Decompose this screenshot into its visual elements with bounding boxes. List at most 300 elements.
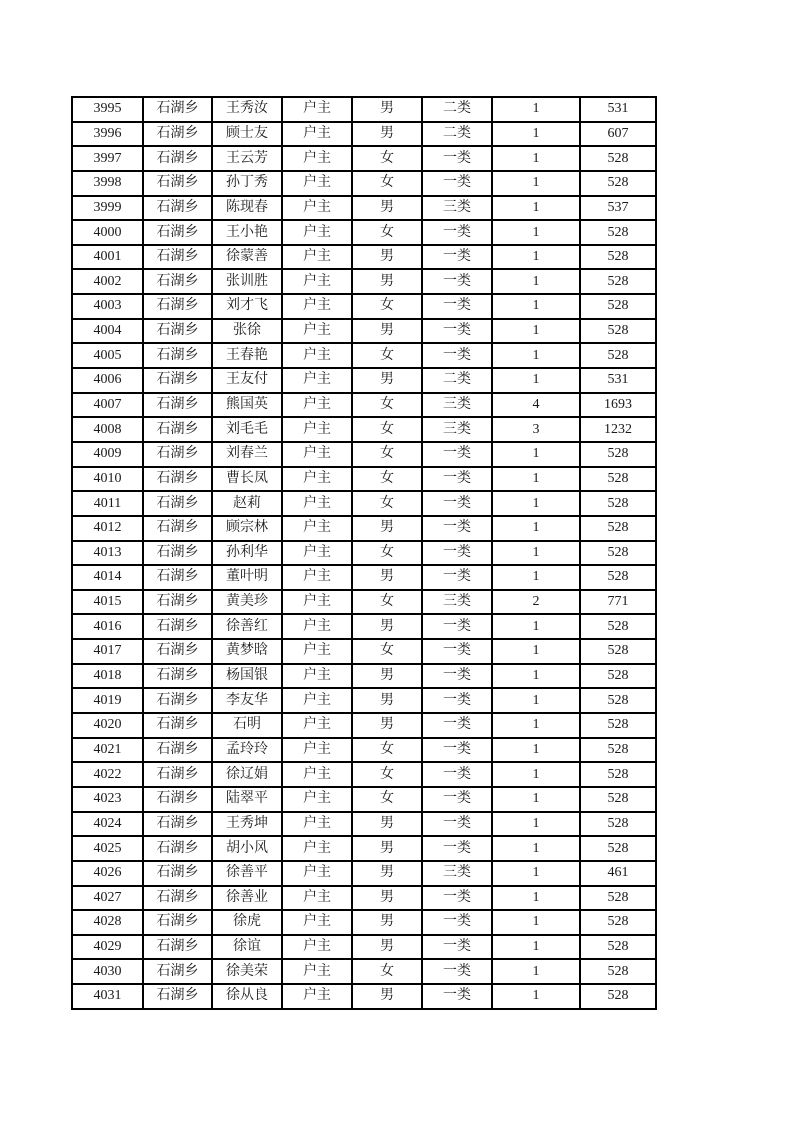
category-cell: 一类 <box>422 762 492 787</box>
township-cell: 石湖乡 <box>143 294 212 319</box>
count-cell: 2 <box>492 590 580 615</box>
serial-cell: 4029 <box>72 935 143 960</box>
table-row <box>72 220 656 245</box>
table-row <box>72 393 656 418</box>
gender-cell: 男 <box>352 245 422 270</box>
township-cell: 石湖乡 <box>143 935 212 960</box>
table-row <box>72 639 656 664</box>
township-cell: 石湖乡 <box>143 146 212 171</box>
gender-cell: 女 <box>352 171 422 196</box>
table-row <box>72 861 656 886</box>
table-row <box>72 516 656 541</box>
name-cell: 董叶明 <box>212 565 282 590</box>
count-cell: 1 <box>492 565 580 590</box>
serial-cell: 4011 <box>72 491 143 516</box>
name-cell: 徐辽娟 <box>212 762 282 787</box>
table-body <box>72 97 656 1009</box>
amount-cell: 528 <box>580 319 656 344</box>
category-cell: 一类 <box>422 688 492 713</box>
category-cell: 一类 <box>422 245 492 270</box>
relation-cell: 户主 <box>282 541 352 566</box>
serial-cell: 3999 <box>72 196 143 221</box>
serial-cell: 4003 <box>72 294 143 319</box>
category-cell: 一类 <box>422 984 492 1009</box>
count-cell: 1 <box>492 713 580 738</box>
gender-cell: 女 <box>352 467 422 492</box>
township-cell: 石湖乡 <box>143 319 212 344</box>
gender-cell: 男 <box>352 812 422 837</box>
category-cell: 一类 <box>422 516 492 541</box>
count-cell: 1 <box>492 688 580 713</box>
category-cell: 一类 <box>422 491 492 516</box>
table-row <box>72 688 656 713</box>
count-cell: 1 <box>492 664 580 689</box>
category-cell: 一类 <box>422 787 492 812</box>
amount-cell: 607 <box>580 122 656 147</box>
count-cell: 1 <box>492 812 580 837</box>
township-cell: 石湖乡 <box>143 836 212 861</box>
count-cell: 1 <box>492 343 580 368</box>
relation-cell: 户主 <box>282 393 352 418</box>
table-row <box>72 467 656 492</box>
table-row <box>72 738 656 763</box>
category-cell: 一类 <box>422 910 492 935</box>
township-cell: 石湖乡 <box>143 565 212 590</box>
serial-cell: 4023 <box>72 787 143 812</box>
serial-cell: 4028 <box>72 910 143 935</box>
amount-cell: 528 <box>580 220 656 245</box>
gender-cell: 女 <box>352 959 422 984</box>
name-cell: 王小艳 <box>212 220 282 245</box>
serial-cell: 4030 <box>72 959 143 984</box>
amount-cell: 528 <box>580 491 656 516</box>
table-row <box>72 590 656 615</box>
gender-cell: 女 <box>352 146 422 171</box>
name-cell: 徐谊 <box>212 935 282 960</box>
gender-cell: 女 <box>352 343 422 368</box>
township-cell: 石湖乡 <box>143 688 212 713</box>
relation-cell: 户主 <box>282 959 352 984</box>
count-cell: 1 <box>492 467 580 492</box>
category-cell: 三类 <box>422 196 492 221</box>
amount-cell: 528 <box>580 269 656 294</box>
name-cell: 徐善平 <box>212 861 282 886</box>
name-cell: 徐蒙善 <box>212 245 282 270</box>
amount-cell: 528 <box>580 516 656 541</box>
table-row <box>72 491 656 516</box>
amount-cell: 528 <box>580 738 656 763</box>
table-row <box>72 294 656 319</box>
amount-cell: 528 <box>580 245 656 270</box>
amount-cell: 528 <box>580 910 656 935</box>
township-cell: 石湖乡 <box>143 787 212 812</box>
township-cell: 石湖乡 <box>143 664 212 689</box>
table-row <box>72 565 656 590</box>
relation-cell: 户主 <box>282 122 352 147</box>
relation-cell: 户主 <box>282 294 352 319</box>
count-cell: 1 <box>492 861 580 886</box>
relation-cell: 户主 <box>282 738 352 763</box>
category-cell: 一类 <box>422 565 492 590</box>
relation-cell: 户主 <box>282 664 352 689</box>
township-cell: 石湖乡 <box>143 491 212 516</box>
count-cell: 1 <box>492 171 580 196</box>
count-cell: 1 <box>492 762 580 787</box>
serial-cell: 4018 <box>72 664 143 689</box>
table-row <box>72 541 656 566</box>
gender-cell: 男 <box>352 269 422 294</box>
name-cell: 徐善红 <box>212 614 282 639</box>
gender-cell: 女 <box>352 220 422 245</box>
name-cell: 王春艳 <box>212 343 282 368</box>
count-cell: 1 <box>492 368 580 393</box>
township-cell: 石湖乡 <box>143 541 212 566</box>
amount-cell: 537 <box>580 196 656 221</box>
name-cell: 孙利华 <box>212 541 282 566</box>
table-row <box>72 319 656 344</box>
table-row <box>72 886 656 911</box>
gender-cell: 女 <box>352 738 422 763</box>
amount-cell: 528 <box>580 146 656 171</box>
table-row <box>72 368 656 393</box>
relation-cell: 户主 <box>282 886 352 911</box>
serial-cell: 4027 <box>72 886 143 911</box>
relation-cell: 户主 <box>282 97 352 122</box>
township-cell: 石湖乡 <box>143 368 212 393</box>
amount-cell: 531 <box>580 97 656 122</box>
amount-cell: 528 <box>580 343 656 368</box>
name-cell: 王秀坤 <box>212 812 282 837</box>
name-cell: 徐虎 <box>212 910 282 935</box>
township-cell: 石湖乡 <box>143 910 212 935</box>
category-cell: 三类 <box>422 861 492 886</box>
category-cell: 一类 <box>422 812 492 837</box>
relation-cell: 户主 <box>282 146 352 171</box>
table-row <box>72 122 656 147</box>
township-cell: 石湖乡 <box>143 738 212 763</box>
township-cell: 石湖乡 <box>143 269 212 294</box>
gender-cell: 女 <box>352 294 422 319</box>
amount-cell: 528 <box>580 664 656 689</box>
name-cell: 陈现春 <box>212 196 282 221</box>
relation-cell: 户主 <box>282 491 352 516</box>
name-cell: 刘春兰 <box>212 442 282 467</box>
count-cell: 3 <box>492 417 580 442</box>
amount-cell: 528 <box>580 836 656 861</box>
township-cell: 石湖乡 <box>143 812 212 837</box>
relation-cell: 户主 <box>282 688 352 713</box>
table-row <box>72 984 656 1009</box>
relation-cell: 户主 <box>282 762 352 787</box>
name-cell: 徐美荣 <box>212 959 282 984</box>
amount-cell: 771 <box>580 590 656 615</box>
amount-cell: 531 <box>580 368 656 393</box>
gender-cell: 男 <box>352 196 422 221</box>
amount-cell: 528 <box>580 688 656 713</box>
gender-cell: 女 <box>352 762 422 787</box>
count-cell: 1 <box>492 541 580 566</box>
category-cell: 一类 <box>422 886 492 911</box>
gender-cell: 男 <box>352 368 422 393</box>
serial-cell: 4014 <box>72 565 143 590</box>
gender-cell: 男 <box>352 836 422 861</box>
count-cell: 1 <box>492 146 580 171</box>
count-cell: 1 <box>492 738 580 763</box>
table-row <box>72 417 656 442</box>
amount-cell: 528 <box>580 935 656 960</box>
category-cell: 一类 <box>422 442 492 467</box>
gender-cell: 女 <box>352 639 422 664</box>
amount-cell: 528 <box>580 565 656 590</box>
name-cell: 徐善业 <box>212 886 282 911</box>
name-cell: 李友华 <box>212 688 282 713</box>
count-cell: 1 <box>492 245 580 270</box>
serial-cell: 4007 <box>72 393 143 418</box>
category-cell: 一类 <box>422 294 492 319</box>
gender-cell: 男 <box>352 97 422 122</box>
category-cell: 三类 <box>422 393 492 418</box>
amount-cell: 528 <box>580 171 656 196</box>
table-row <box>72 245 656 270</box>
relation-cell: 户主 <box>282 196 352 221</box>
gender-cell: 女 <box>352 442 422 467</box>
count-cell: 1 <box>492 836 580 861</box>
amount-cell: 461 <box>580 861 656 886</box>
township-cell: 石湖乡 <box>143 97 212 122</box>
table-row <box>72 196 656 221</box>
name-cell: 孟玲玲 <box>212 738 282 763</box>
count-cell: 1 <box>492 886 580 911</box>
count-cell: 1 <box>492 319 580 344</box>
amount-cell: 528 <box>580 442 656 467</box>
category-cell: 一类 <box>422 713 492 738</box>
name-cell: 刘毛毛 <box>212 417 282 442</box>
relation-cell: 户主 <box>282 812 352 837</box>
count-cell: 1 <box>492 220 580 245</box>
category-cell: 一类 <box>422 269 492 294</box>
count-cell: 1 <box>492 959 580 984</box>
category-cell: 三类 <box>422 417 492 442</box>
category-cell: 三类 <box>422 590 492 615</box>
serial-cell: 3996 <box>72 122 143 147</box>
gender-cell: 男 <box>352 861 422 886</box>
table-row <box>72 171 656 196</box>
category-cell: 一类 <box>422 220 492 245</box>
relation-cell: 户主 <box>282 565 352 590</box>
township-cell: 石湖乡 <box>143 614 212 639</box>
amount-cell: 528 <box>580 959 656 984</box>
name-cell: 顾士友 <box>212 122 282 147</box>
township-cell: 石湖乡 <box>143 639 212 664</box>
township-cell: 石湖乡 <box>143 245 212 270</box>
township-cell: 石湖乡 <box>143 393 212 418</box>
table-row <box>72 269 656 294</box>
relation-cell: 户主 <box>282 516 352 541</box>
gender-cell: 男 <box>352 565 422 590</box>
name-cell: 胡小风 <box>212 836 282 861</box>
count-cell: 1 <box>492 442 580 467</box>
serial-cell: 3998 <box>72 171 143 196</box>
relation-cell: 户主 <box>282 368 352 393</box>
name-cell: 王云芳 <box>212 146 282 171</box>
serial-cell: 4004 <box>72 319 143 344</box>
serial-cell: 4017 <box>72 639 143 664</box>
township-cell: 石湖乡 <box>143 343 212 368</box>
table-row <box>72 812 656 837</box>
count-cell: 1 <box>492 935 580 960</box>
count-cell: 1 <box>492 97 580 122</box>
table-row <box>72 910 656 935</box>
serial-cell: 4020 <box>72 713 143 738</box>
township-cell: 石湖乡 <box>143 122 212 147</box>
table-row <box>72 343 656 368</box>
category-cell: 一类 <box>422 614 492 639</box>
table-row <box>72 762 656 787</box>
serial-cell: 3997 <box>72 146 143 171</box>
serial-cell: 4009 <box>72 442 143 467</box>
serial-cell: 4025 <box>72 836 143 861</box>
relation-cell: 户主 <box>282 171 352 196</box>
name-cell: 熊国英 <box>212 393 282 418</box>
name-cell: 张徐 <box>212 319 282 344</box>
amount-cell: 1693 <box>580 393 656 418</box>
township-cell: 石湖乡 <box>143 442 212 467</box>
name-cell: 曹长凤 <box>212 467 282 492</box>
serial-cell: 4005 <box>72 343 143 368</box>
name-cell: 顾宗林 <box>212 516 282 541</box>
name-cell: 张训胜 <box>212 269 282 294</box>
amount-cell: 528 <box>580 812 656 837</box>
relation-cell: 户主 <box>282 245 352 270</box>
name-cell: 刘才飞 <box>212 294 282 319</box>
serial-cell: 4015 <box>72 590 143 615</box>
serial-cell: 4008 <box>72 417 143 442</box>
serial-cell: 4031 <box>72 984 143 1009</box>
table-row <box>72 836 656 861</box>
gender-cell: 女 <box>352 491 422 516</box>
serial-cell: 4001 <box>72 245 143 270</box>
serial-cell: 4024 <box>72 812 143 837</box>
township-cell: 石湖乡 <box>143 417 212 442</box>
township-cell: 石湖乡 <box>143 467 212 492</box>
amount-cell: 528 <box>580 639 656 664</box>
township-cell: 石湖乡 <box>143 220 212 245</box>
category-cell: 一类 <box>422 146 492 171</box>
township-cell: 石湖乡 <box>143 861 212 886</box>
count-cell: 1 <box>492 122 580 147</box>
township-cell: 石湖乡 <box>143 516 212 541</box>
gender-cell: 女 <box>352 393 422 418</box>
serial-cell: 4016 <box>72 614 143 639</box>
category-cell: 一类 <box>422 959 492 984</box>
amount-cell: 528 <box>580 886 656 911</box>
gender-cell: 男 <box>352 614 422 639</box>
table-row <box>72 959 656 984</box>
gender-cell: 女 <box>352 787 422 812</box>
name-cell: 黄美珍 <box>212 590 282 615</box>
name-cell: 徐从良 <box>212 984 282 1009</box>
relation-cell: 户主 <box>282 935 352 960</box>
gender-cell: 男 <box>352 516 422 541</box>
count-cell: 4 <box>492 393 580 418</box>
serial-cell: 3995 <box>72 97 143 122</box>
amount-cell: 528 <box>580 467 656 492</box>
relation-cell: 户主 <box>282 442 352 467</box>
gender-cell: 女 <box>352 417 422 442</box>
count-cell: 1 <box>492 614 580 639</box>
category-cell: 一类 <box>422 664 492 689</box>
amount-cell: 528 <box>580 294 656 319</box>
township-cell: 石湖乡 <box>143 984 212 1009</box>
table-row <box>72 614 656 639</box>
relation-cell: 户主 <box>282 910 352 935</box>
count-cell: 1 <box>492 516 580 541</box>
gender-cell: 男 <box>352 122 422 147</box>
table-row <box>72 442 656 467</box>
category-cell: 一类 <box>422 467 492 492</box>
gender-cell: 男 <box>352 319 422 344</box>
township-cell: 石湖乡 <box>143 762 212 787</box>
relation-cell: 户主 <box>282 614 352 639</box>
table-row <box>72 713 656 738</box>
township-cell: 石湖乡 <box>143 590 212 615</box>
gender-cell: 男 <box>352 713 422 738</box>
relation-cell: 户主 <box>282 319 352 344</box>
serial-cell: 4012 <box>72 516 143 541</box>
name-cell: 石明 <box>212 713 282 738</box>
township-cell: 石湖乡 <box>143 959 212 984</box>
table-row <box>72 146 656 171</box>
table-row <box>72 97 656 122</box>
amount-cell: 528 <box>580 762 656 787</box>
name-cell: 王秀汝 <box>212 97 282 122</box>
relation-cell: 户主 <box>282 343 352 368</box>
relation-cell: 户主 <box>282 417 352 442</box>
category-cell: 一类 <box>422 836 492 861</box>
category-cell: 一类 <box>422 343 492 368</box>
category-cell: 一类 <box>422 738 492 763</box>
township-cell: 石湖乡 <box>143 886 212 911</box>
gender-cell: 男 <box>352 935 422 960</box>
relation-cell: 户主 <box>282 713 352 738</box>
count-cell: 1 <box>492 491 580 516</box>
gender-cell: 女 <box>352 541 422 566</box>
relation-cell: 户主 <box>282 639 352 664</box>
township-cell: 石湖乡 <box>143 196 212 221</box>
count-cell: 1 <box>492 910 580 935</box>
serial-cell: 4021 <box>72 738 143 763</box>
gender-cell: 男 <box>352 984 422 1009</box>
serial-cell: 4019 <box>72 688 143 713</box>
serial-cell: 4022 <box>72 762 143 787</box>
table-row <box>72 935 656 960</box>
count-cell: 1 <box>492 269 580 294</box>
name-cell: 陆翠平 <box>212 787 282 812</box>
table-row <box>72 787 656 812</box>
amount-cell: 528 <box>580 614 656 639</box>
relation-cell: 户主 <box>282 269 352 294</box>
category-cell: 一类 <box>422 935 492 960</box>
township-cell: 石湖乡 <box>143 171 212 196</box>
category-cell: 一类 <box>422 639 492 664</box>
relation-cell: 户主 <box>282 467 352 492</box>
gender-cell: 男 <box>352 910 422 935</box>
gender-cell: 男 <box>352 688 422 713</box>
category-cell: 二类 <box>422 97 492 122</box>
serial-cell: 4002 <box>72 269 143 294</box>
relation-cell: 户主 <box>282 836 352 861</box>
serial-cell: 4006 <box>72 368 143 393</box>
